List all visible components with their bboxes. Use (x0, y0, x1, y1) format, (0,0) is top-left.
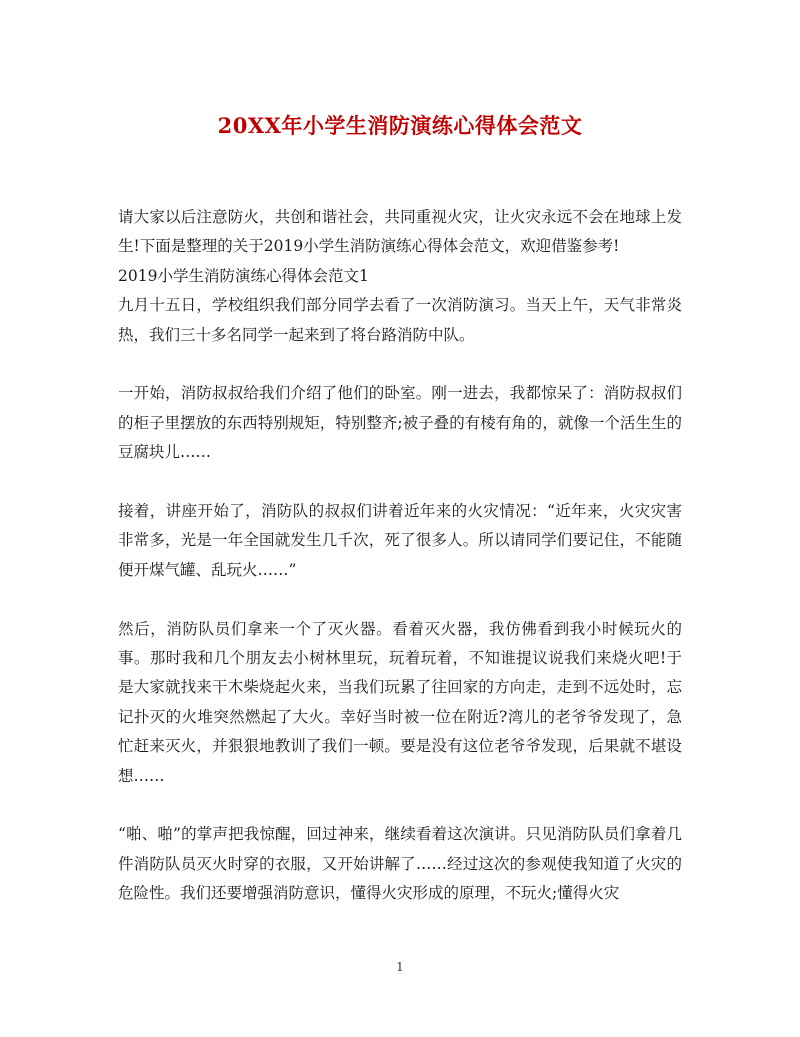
section-heading: 2019小学生消防演练心得体会范文1 (118, 266, 369, 285)
document-title: 20XX年小学生消防演练心得体会范文 (217, 113, 583, 138)
body-paragraph: 一开始，消防叔叔给我们介绍了他们的卧室。刚一进去，我都惊呆了：消防叔叔们的柜子里摆放的东西特别规矩，特别整齐;被子叠的有棱有角的，就像一个活生生的豆腐块儿…… (118, 384, 682, 462)
intro-paragraph: 请大家以后注意防火，共创和谐社会，共同重视火灾，让火灾永远不会在地球上发生!下面是整理的关于2019小学生消防演练心得体会范文，欢迎借鉴参考! (118, 208, 682, 256)
body-paragraph: “啪、啪”的掌声把我惊醒，回过神来，继续看着这次演讲。只见消防队员们拿着几件消防队员灭火时穿的衣服，又开始讲解了……经过这次的参观使我知道了火灾的危险性。我们还要增强消防意识，懂得火灾形成的原理，不玩火;懂得火灾 (118, 825, 682, 903)
body-paragraph: 接着，讲座开始了，消防队的叔叔们讲着近年来的火灾情况：“近年来，火灾灾害非常多，光是一年全国就发生几千次，死了很多人。所以请同学们要记住，不能随便开煤气罐、乱玩火……” (118, 502, 682, 579)
body-paragraph: 九月十五日，学校组织我们部分同学去看了一次消防演习。当天上午，天气非常炎热，我们三十多名同学一起来到了将台路消防中队。 (118, 296, 682, 344)
document-body (118, 203, 682, 909)
body-paragraph: 然后，消防队员们拿来一个了灭火器。看着灭火器，我仿佛看到我小时候玩火的事。那时我和几个朋友去小树林里玩，玩着玩着，不知谁提议说我们来烧火吧!于是大家就找来干木柴烧起火来，当我们玩累了往回家的方向走，走到不远处时，忘记扑灭的火堆突然燃起了大火。幸好当时被一位在附近?湾儿的老爷爷发现了，急忙赶来灭火，并狠狠地教训了我们一顿。要是没有这位老爷爷发现，后果就不堪设想…… (118, 619, 682, 785)
page-number: 1 (396, 960, 404, 974)
